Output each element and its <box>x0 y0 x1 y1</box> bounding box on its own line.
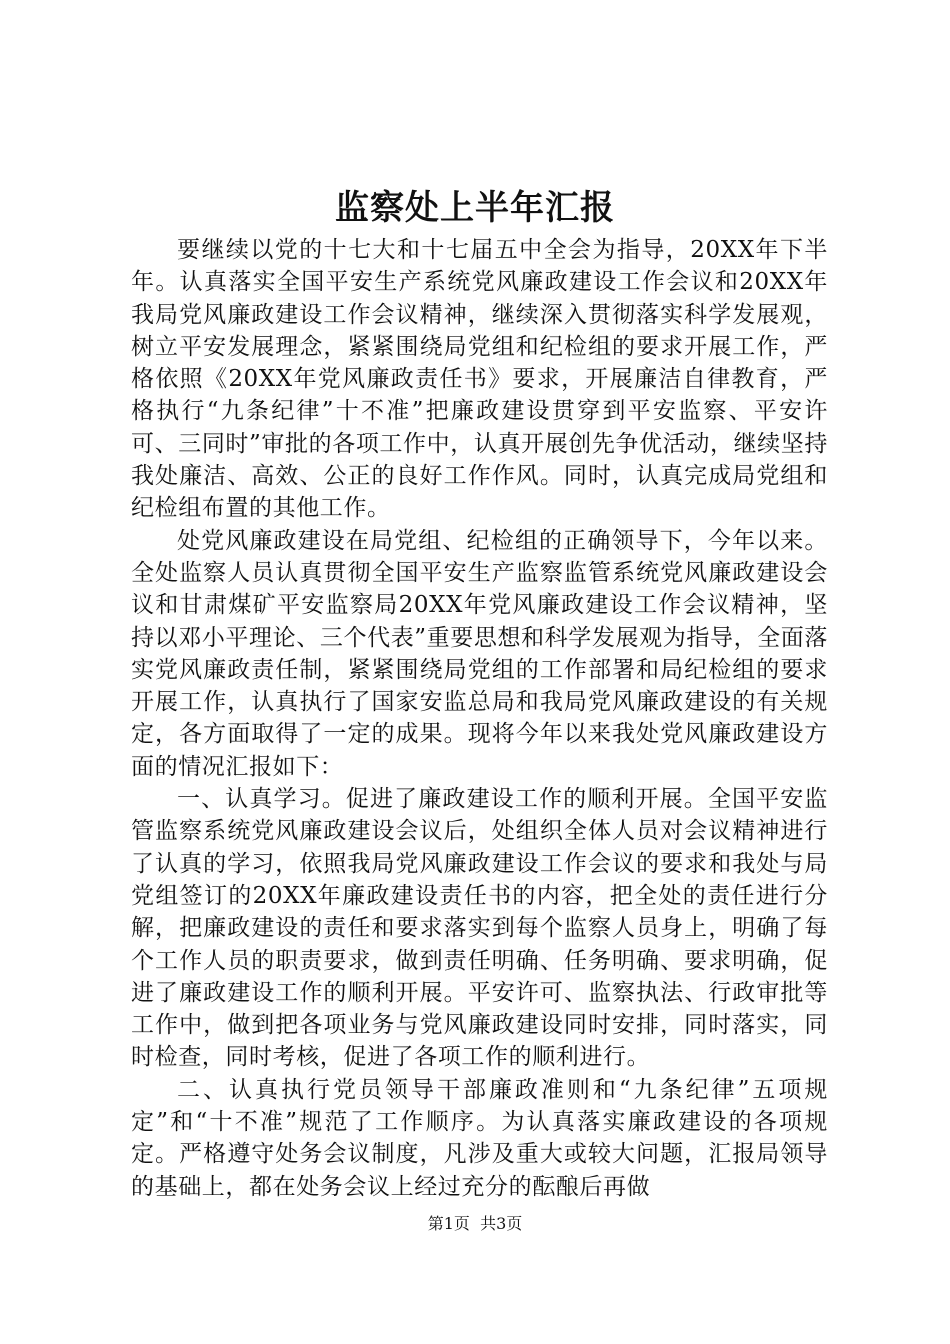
footer-separator <box>470 1214 480 1233</box>
document-title: 监察处上半年汇报 <box>335 188 615 228</box>
paragraph-1: 要继续以党的十七大和十七届五中全会为指导，20XX年下半年。认真落实全国平安生产系统党风廉政建设工作会议和20XX年我局党风廉政建设工作会议精神，继续深入贯彻落实科学发展观，树立平安发展理念，紧紧围绕局党组和纪检组的要求开展工作，严格依照《20XX年党风廉政责任书》要求，开展廉洁自律教育，严格执行“九条纪律”十不准”把廉政建设贯穿到平安监察、平安许可、三同时”审批的各项工作中，认真开展创先争优活动，继续坚持我处廉洁、高效、公正的良好工作作风。同时，认真完成局党组和纪检组布置的其他工作。 <box>131 237 828 522</box>
paragraph-2: 处党风廉政建设在局党组、纪检组的正确领导下，今年以来。全处监察人员认真贯彻全国平安生产监察监管系统党风廉政建设会议和甘肃煤矿平安监察局20XX年党风廉政建设工作会议精神，坚持以邓小平理论、三个代表”重要思想和科学发展观为指导，全面落实党风廉政责任制，紧紧围绕局党组的工作部署和局纪检组的要求开展工作，认真执行了国家安监总局和我局党风廉政建设的有关规定，各方面取得了一定的成果。现将今年以来我处党风廉政建设方面的情况汇报如下： <box>131 527 828 780</box>
page-number: 第1页 <box>427 1214 470 1233</box>
page-footer <box>0 1212 950 1236</box>
paragraph-4: 二、认真执行党员领导干部廉政准则和“九条纪律”五项规定”和“十不准”规范了工作顺序。为认真落实廉政建设的各项规定。严格遵守处务会议制度，凡涉及重大或较大问题，汇报局领导的基础上，都在处务会议上经过充分的酝酿后再做 <box>131 1076 828 1200</box>
paragraph-3: 一、认真学习。促进了廉政建设工作的顺利开展。全国平安监管监察系统党风廉政建设会议后，处组织全体人员对会议精神进行了认真的学习，依照我局党风廉政建设工作会议的要求和我处与局党组签订的20XX年廉政建设责任书的内容，把全处的责任进行分解，把廉政建设的责任和要求落实到每个监察人员身上，明确了每个工作人员的职责要求，做到责任明确、任务明确、要求明确，促进了廉政建设工作的顺利开展。平安许可、监察执法、行政审批等工作中，做到把各项业务与党风廉政建设同时安排，同时落实，同时检查，同时考核，促进了各项工作的顺利进行。 <box>131 786 828 1071</box>
page-total: 共3页 <box>480 1214 523 1233</box>
document-body <box>131 234 828 1203</box>
